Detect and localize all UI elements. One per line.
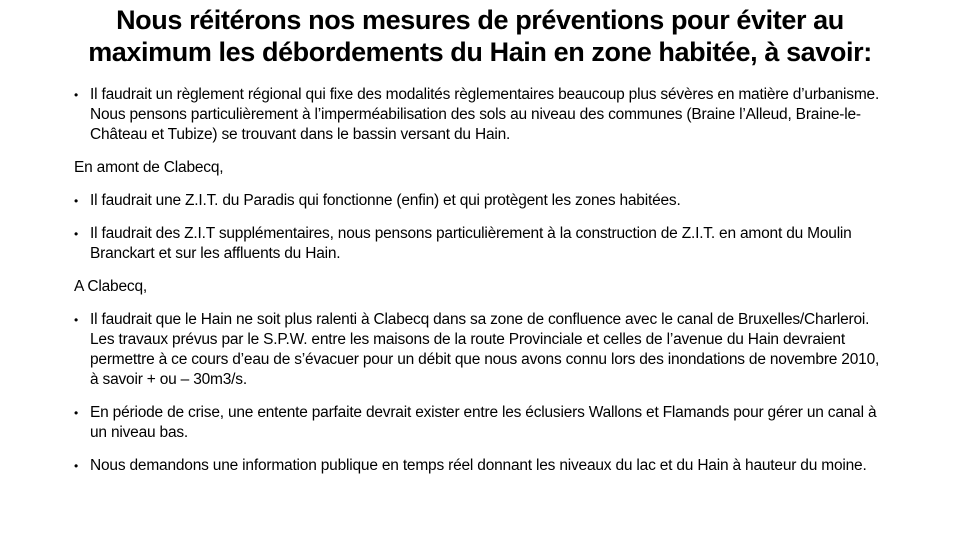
bullet-text: Il faudrait des Z.I.T supplémentaires, nous pensons particulièrement à la construction de Z.I.T. en amont du Moulin Branckart et sur les affluents du Hain. xyxy=(90,224,852,262)
bullet-icon: • xyxy=(74,312,79,327)
bullet-text: Il faudrait que le Hain ne soit plus ralenti à Clabecq dans sa zone de confluence avec le canal de Bruxelles/Charleroi. Les travaux prévus par le S.P.W. entre les maisons de la route Provinciale et celles de l’avenue du Hain devraient permettre à ce cours d’eau de s’évacuer pour un débit que nous avons connu lors des inondations de novembre 2010, à savoir + ou – 30m3/s. xyxy=(90,310,880,388)
bullet-icon: • xyxy=(74,87,79,102)
section-label: En amont de Clabecq, xyxy=(74,158,224,176)
slide-title: Nous réitérons nos mesures de préventions pour éviter au maximum les débordements du Hain en zone habitée, à savoir: xyxy=(88,5,872,68)
bullet-item xyxy=(74,224,890,264)
bullet-icon: • xyxy=(74,226,79,241)
bullet-text: Il faudrait une Z.I.T. du Paradis qui fonctionne (enfin) et qui protègent les zones habitées. xyxy=(90,191,681,209)
bullet-item xyxy=(74,310,890,390)
bullet-item xyxy=(74,85,890,145)
bullet-item xyxy=(74,191,890,211)
bullet-item xyxy=(74,403,890,443)
bullet-icon: • xyxy=(74,193,79,208)
slide-body xyxy=(74,85,890,476)
bullet-text: En période de crise, une entente parfaite devrait exister entre les éclusiers Wallons et Flamands pour gérer un canal à un niveau bas. xyxy=(90,403,877,441)
bullet-icon: • xyxy=(74,458,79,473)
bullet-text: Il faudrait un règlement régional qui fixe des modalités règlementaires beaucoup plus sévères en matière d’urbanisme. Nous pensons particulièrement à l’imperméabilisation des sols au niveau des communes (Braine l’Alleud, Braine-le-Château et Tubize) se trouvant dans le bassin versant du Hain. xyxy=(90,85,880,143)
bullet-item xyxy=(74,456,890,476)
bullet-icon: • xyxy=(74,405,79,420)
bullet-text: Nous demandons une information publique en temps réel donnant les niveaux du lac et du Hain à hauteur du moine. xyxy=(90,456,867,474)
section-label: A Clabecq, xyxy=(74,277,147,295)
